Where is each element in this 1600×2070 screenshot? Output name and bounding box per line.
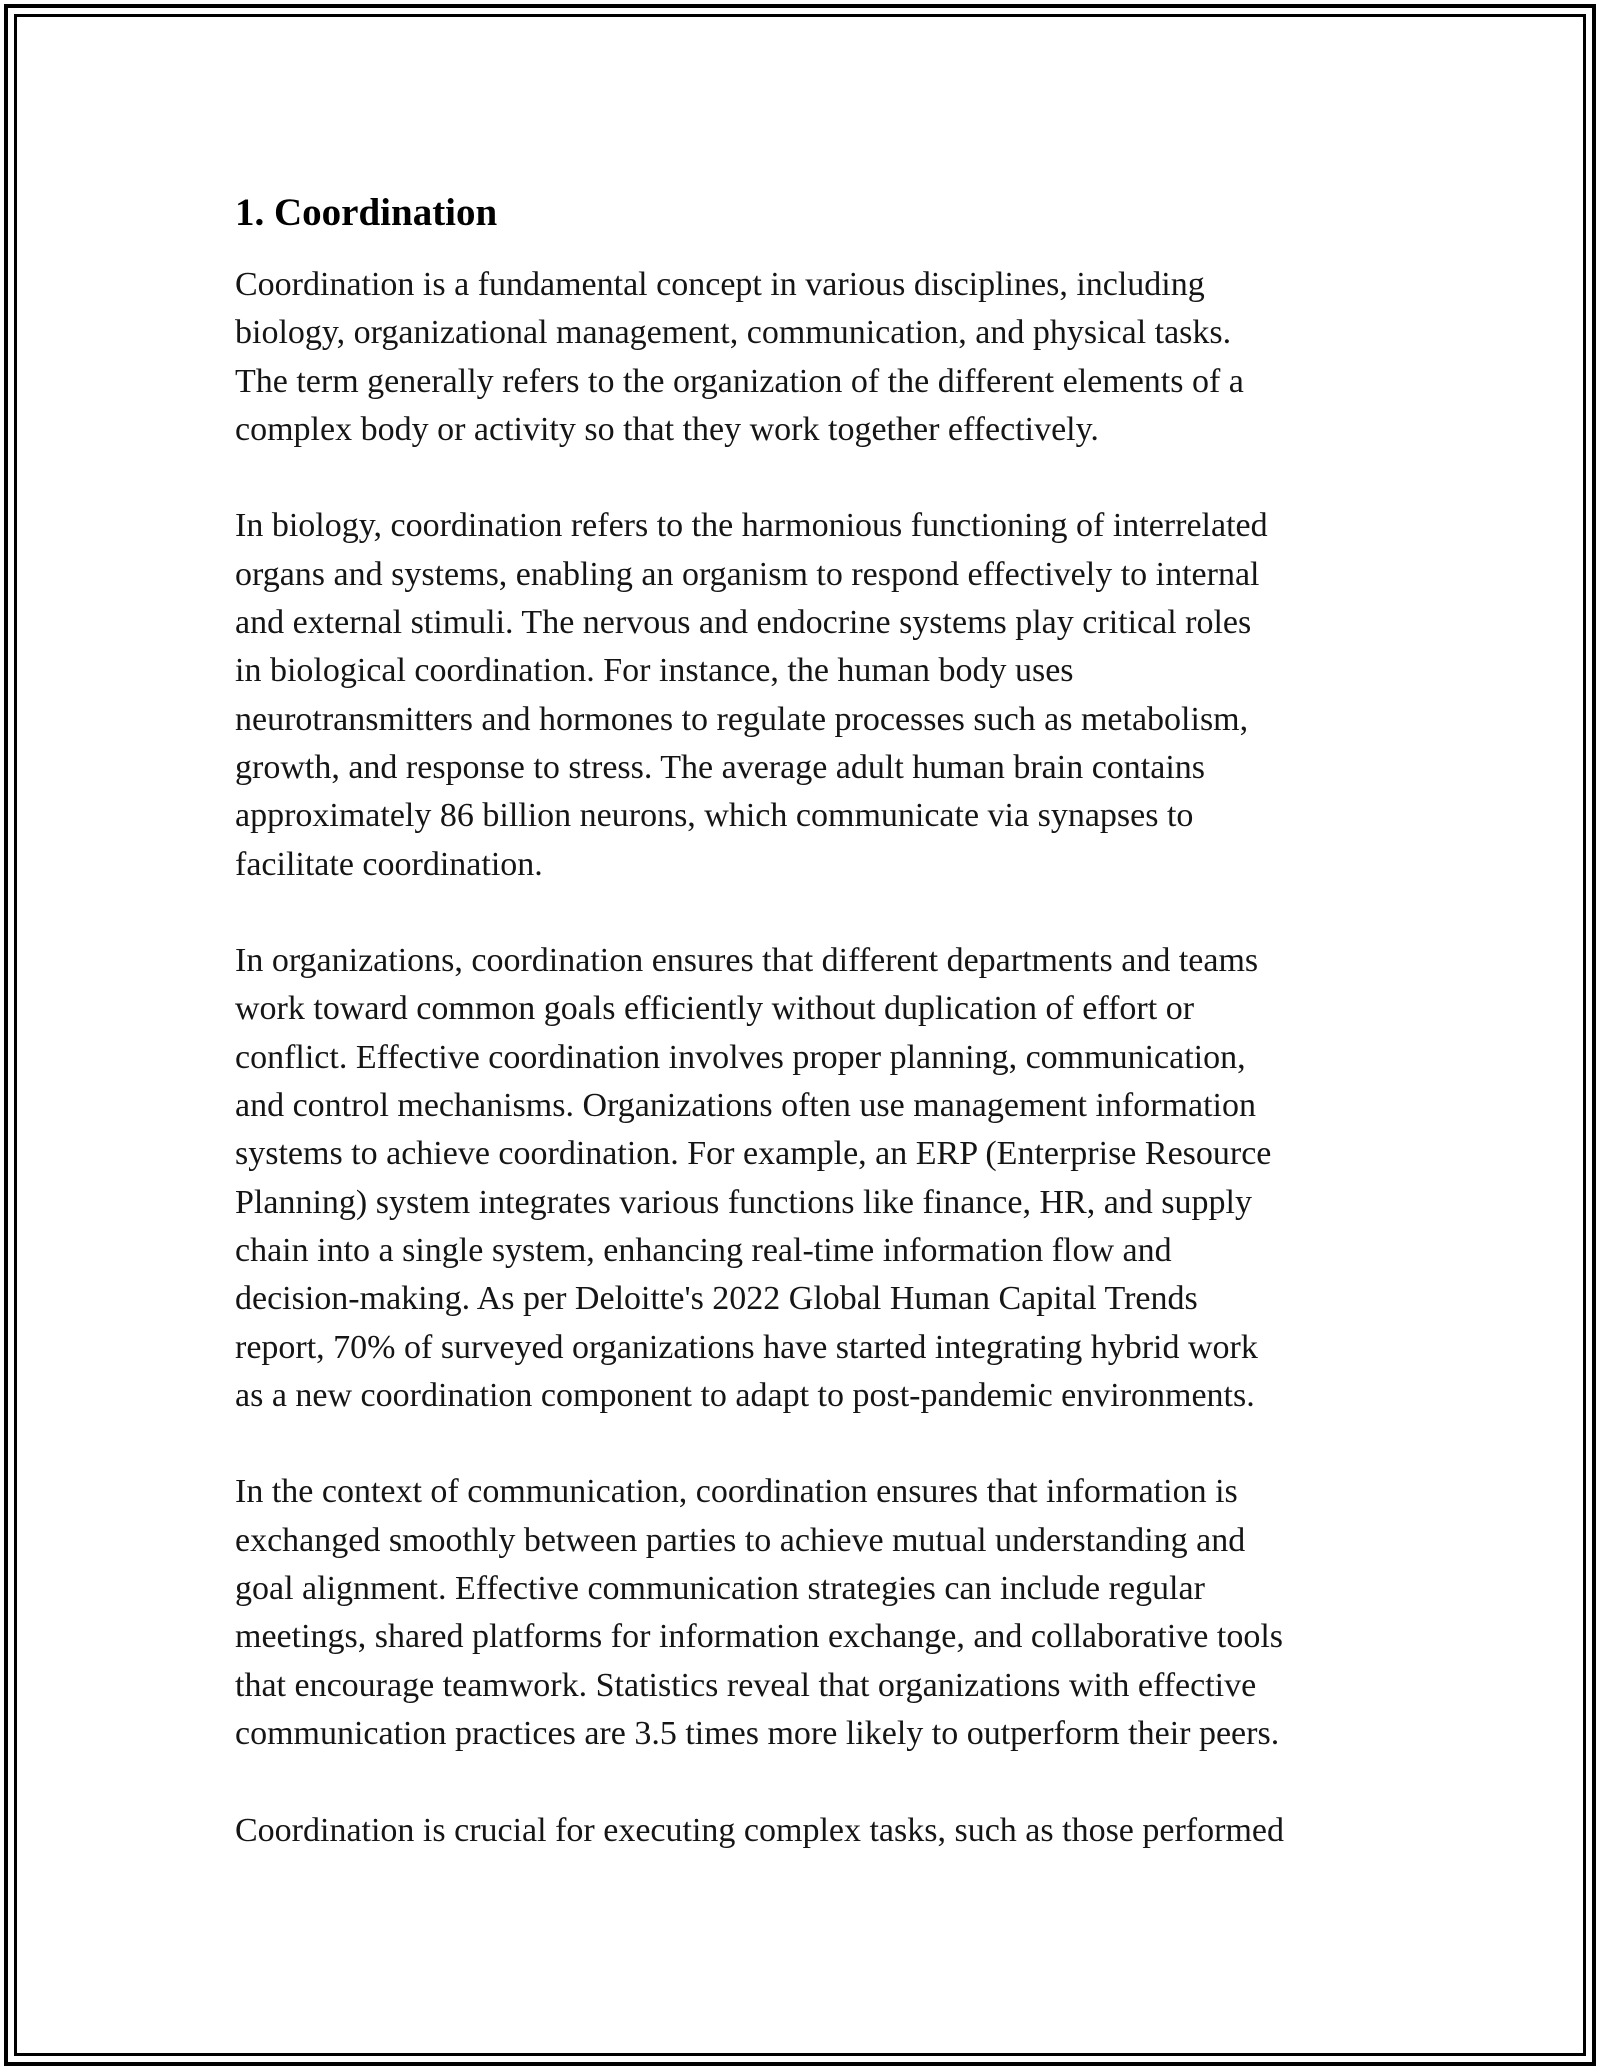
text-line: meetings, shared platforms for information exchange, and collaborative tools (235, 1618, 1284, 1656)
text-line: exchanged smoothly between parties to achieve mutual understanding and (235, 1521, 1246, 1559)
text-line: complex body or activity so that they work together effectively. (235, 410, 1099, 448)
text-line: neurotransmitters and hormones to regulate processes such as metabolism, (235, 700, 1249, 738)
text-line: organs and systems, enabling an organism to respond effectively to internal (235, 555, 1260, 593)
text-line: In organizations, coordination ensures that different departments and teams (235, 942, 1259, 980)
text-line: and control mechanisms. Organizations often use management information (235, 1087, 1256, 1125)
text-line: communication practices are 3.5 times more likely to outperform their peers. (235, 1714, 1280, 1752)
text-line: In biology, coordination refers to the harmonious functioning of interrelated (235, 507, 1268, 545)
text-line: work toward common goals efficiently without duplication of effort or (235, 990, 1195, 1028)
paragraph-definition (235, 261, 1395, 454)
text-line: in biological coordination. For instance, the human body uses (235, 652, 1074, 690)
text-line: growth, and response to stress. The average adult human brain contains (235, 748, 1205, 786)
text-line: The term generally refers to the organization of the different elements of a (235, 362, 1244, 400)
text-line: Planning) system integrates various functions like finance, HR, and supply (235, 1183, 1252, 1221)
text-line: decision-making. As per Deloitte's 2022 Global Human Capital Trends (235, 1280, 1198, 1318)
text-line: Coordination is crucial for executing complex tasks, such as those performed (235, 1811, 1284, 1849)
document-body (235, 185, 1395, 1903)
text-line: chain into a single system, enhancing real-time information flow and (235, 1231, 1172, 1269)
text-line: goal alignment. Effective communication strategies can include regular (235, 1570, 1205, 1608)
text-line: approximately 86 billion neurons, which communicate via synapses to (235, 797, 1194, 835)
paragraph-biology (235, 502, 1395, 888)
paragraph-complex-tasks (235, 1807, 1395, 1855)
text-line: as a new coordination component to adapt to post-pandemic environments. (235, 1376, 1255, 1414)
text-line: Coordination is a fundamental concept in various disciplines, including (235, 266, 1205, 303)
text-line: conflict. Effective coordination involves proper planning, communication, (235, 1038, 1246, 1076)
text-line: In the context of communication, coordination ensures that information is (235, 1473, 1238, 1511)
text-line: systems to achieve coordination. For example, an ERP (Enterprise Resource (235, 1135, 1272, 1173)
paragraph-organizations (235, 937, 1395, 1420)
section-title: 1. Coordination (235, 191, 498, 234)
paragraph-communication (235, 1468, 1395, 1758)
text-line: biology, organizational management, communication, and physical tasks. (235, 314, 1232, 352)
text-line: and external stimuli. The nervous and endocrine systems play critical roles (235, 604, 1252, 642)
text-line: facilitate coordination. (235, 845, 543, 883)
text-line: that encourage teamwork. Statistics reveal that organizations with effective (235, 1666, 1257, 1704)
text-line: report, 70% of surveyed organizations have started integrating hybrid work (235, 1328, 1258, 1366)
